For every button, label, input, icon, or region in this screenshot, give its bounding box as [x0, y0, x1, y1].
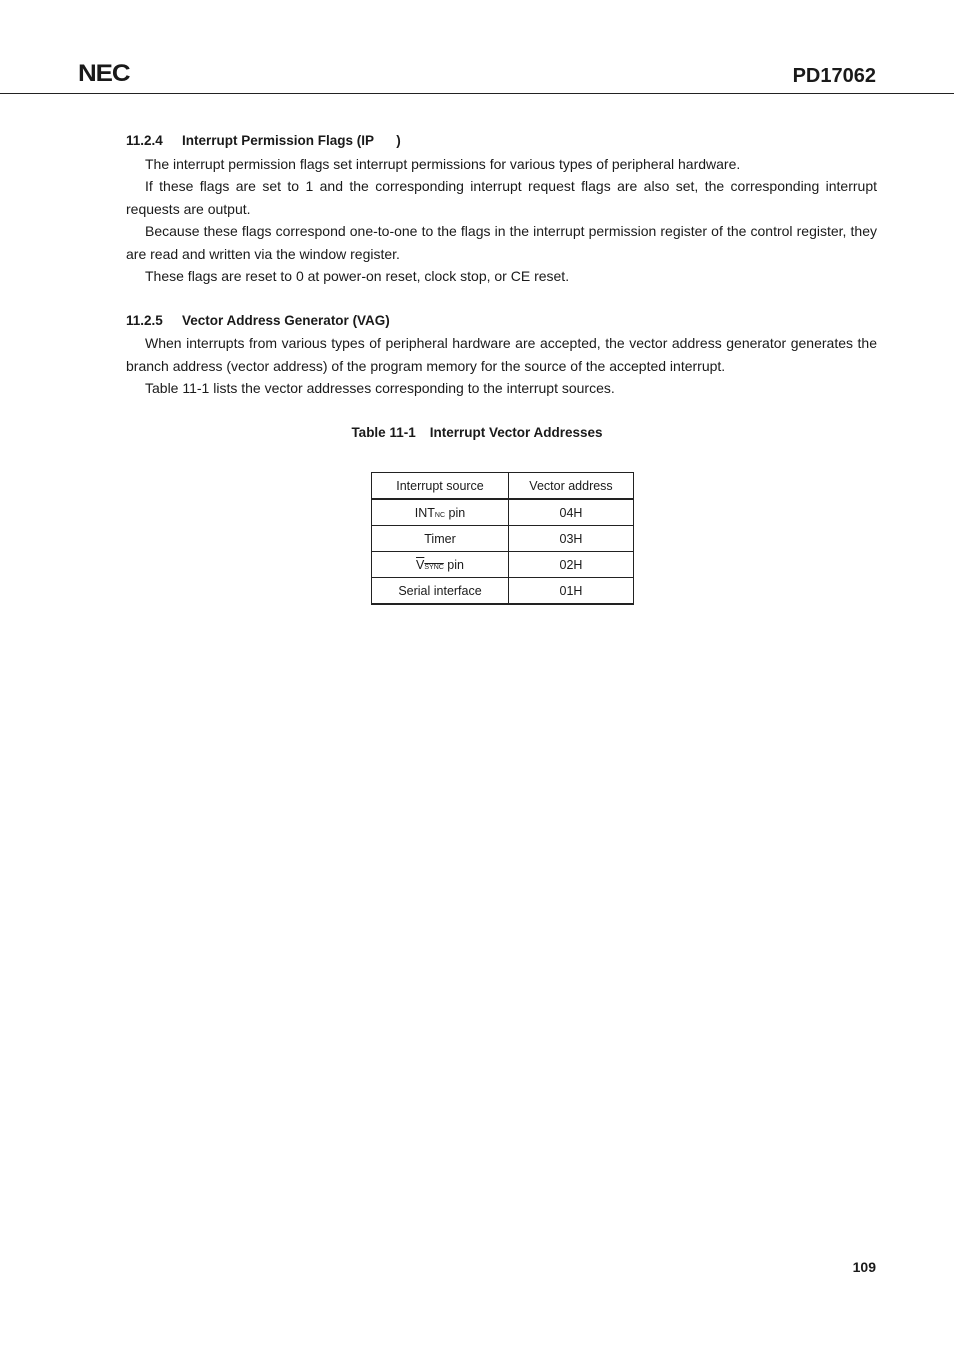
header-divider [0, 93, 954, 94]
source-suffix: pin [445, 505, 466, 520]
paragraph: These flags are reset to 0 at power-on reset, clock stop, or CE reset. [145, 268, 570, 284]
paragraph: If these flags are set to 1 and the corresponding interrupt request flags are also set, the corresponding interrupt requests are output. [126, 178, 877, 217]
interrupt-vector-table [371, 472, 634, 605]
header-vector-address: Vector address [509, 473, 634, 500]
paragraph: Because these flags correspond one-to-one to the flags in the interrupt permission register of the control register, they are read and written via the window register. [126, 223, 877, 262]
paragraph: Table 11-1 lists the vector addresses corresponding to the interrupt sources. [145, 380, 615, 396]
section-heading-11-2-4 [126, 133, 401, 149]
interrupt-source-cell [372, 578, 509, 605]
section-number: 11.2.4 [126, 133, 163, 148]
section-heading-11-2-5 [126, 313, 390, 329]
vector-address-cell: 02H [509, 552, 634, 578]
page-number: 109 [852, 1259, 876, 1275]
table-row [372, 499, 634, 526]
table-row [372, 552, 634, 578]
vector-address-cell: 01H [509, 578, 634, 605]
table-row [372, 578, 634, 605]
document-id: PD17062 [792, 65, 876, 87]
table-row [372, 526, 634, 552]
interrupt-source-cell [372, 526, 509, 552]
paragraph: The interrupt permission flags set interrupt permissions for various types of peripheral hardware. [145, 156, 741, 172]
table-header-row [372, 473, 634, 500]
source-text: V [416, 557, 425, 572]
source-suffix: pin [443, 557, 464, 572]
source-text: INT [414, 505, 435, 520]
source-text: Serial interface [398, 583, 482, 598]
section-number: 11.2.5 [126, 313, 163, 328]
source-overlined [416, 558, 444, 572]
interrupt-source-cell [372, 552, 509, 578]
source-subscript: NC [434, 511, 446, 519]
paragraph: When interrupts from various types of peripheral hardware are accepted, the vector address generator generates the branch address (vector address) of the program memory for the source of the accepted interrupt. [126, 335, 877, 374]
section-title: Vector Address Generator (VAG) [182, 313, 390, 328]
nec-logo: NEC [78, 60, 130, 87]
table-caption-number: Table 11-1 [351, 425, 416, 440]
section-title: Interrupt Permission Flags (IP ) [182, 133, 401, 148]
vector-address-cell: 03H [509, 526, 634, 552]
table-caption [0, 425, 954, 441]
interrupt-source-cell [372, 499, 509, 526]
table-caption-title: Interrupt Vector Addresses [429, 425, 603, 440]
vector-address-cell: 04H [509, 499, 634, 526]
source-subscript: SYNC [424, 563, 444, 571]
header-interrupt-source: Interrupt source [372, 473, 509, 500]
source-text: Timer [424, 531, 456, 546]
